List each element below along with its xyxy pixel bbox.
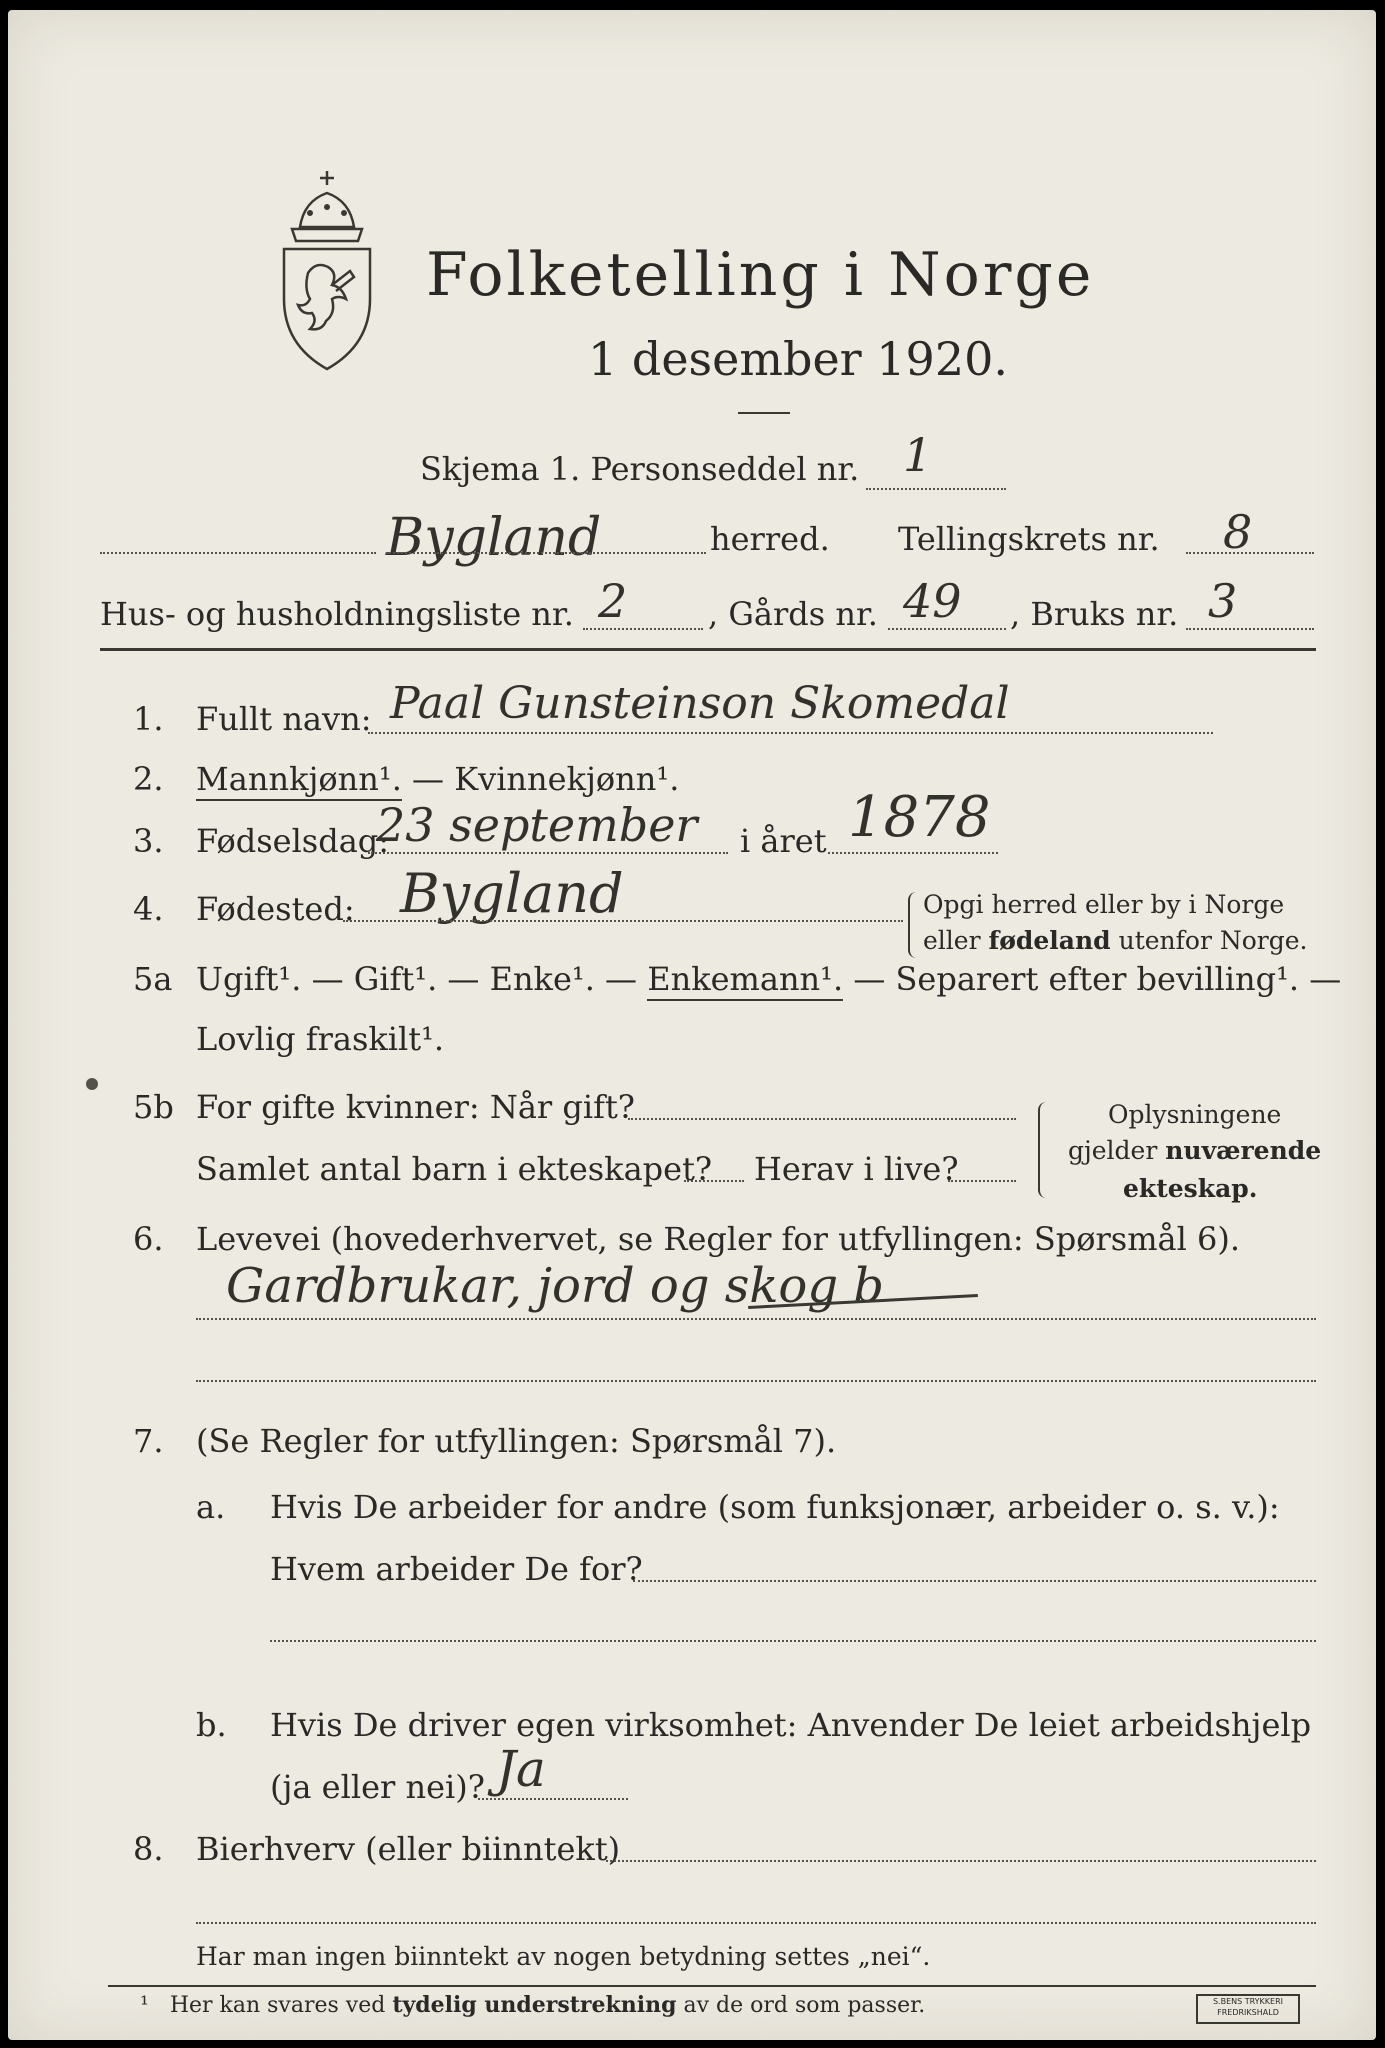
q7a-question: Hvis De arbeider for andre (som funksjonær, arbeider o. s. v.): [270, 1488, 1280, 1526]
employer-line-2 [270, 1640, 1316, 1642]
q5b-number: 5b [133, 1088, 174, 1126]
footnote-rule [108, 1985, 1316, 1987]
personseddel-line [866, 488, 1006, 490]
census-form-page [8, 10, 1376, 2040]
q8-number: 8. [133, 1830, 164, 1868]
children-alive-label: Herav i live? [754, 1150, 959, 1188]
q4-label: Fødested: [196, 890, 355, 928]
occupation-line-1 [196, 1318, 1316, 1320]
husholdningsliste-value: 2 [598, 574, 628, 628]
birthplace-note-line2: eller fødeland utenfor Norge. [923, 926, 1308, 955]
q3-label: Fødselsdag: [196, 822, 390, 860]
form-title: Folketelling i Norge [426, 240, 1095, 310]
birthplace-note-brace [908, 892, 918, 958]
birthdate-value: 23 september [376, 798, 698, 852]
occupation-value: Gardbrukar, jord og skog b [226, 1258, 885, 1314]
q7a-number: a. [196, 1488, 226, 1526]
herred-line [386, 552, 706, 554]
birth-year-value: 1878 [848, 785, 991, 850]
birth-year-label: i året [740, 822, 827, 860]
q1-label: Fullt navn: [196, 700, 372, 738]
employer-label: Hvem arbeider De for? [270, 1550, 643, 1588]
husholdningsliste-label: Hus- og husholdningsliste nr. [100, 595, 574, 633]
hired-help-label: (ja eller nei)? [270, 1768, 485, 1806]
male-option-underlined: Mannkjønn¹. [196, 760, 402, 801]
ink-spot [86, 1078, 98, 1090]
marriage-note-brace [1038, 1102, 1050, 1198]
divorced-option: Lovlig fraskilt¹. [196, 1020, 445, 1058]
full-name-line [368, 732, 1213, 734]
birthplace-note-line1: Opgi herred eller by i Norge [923, 890, 1285, 919]
title-divider [738, 412, 790, 414]
children-count-label: Samlet antal barn i ekteskapet? [196, 1150, 713, 1188]
q1-number: 1. [133, 700, 164, 738]
skjema-label: Skjema 1. Personseddel nr. [420, 450, 860, 488]
married-when-line [628, 1118, 1016, 1120]
birthdate-line [368, 852, 728, 854]
q6-number: 6. [133, 1220, 164, 1258]
q7b-question: Hvis De driver egen virksomhet: Anvender De leiet arbeidshjelp [270, 1706, 1312, 1744]
side-income-note: Har man ingen biinntekt av nogen betydning settes „nei“. [196, 1942, 931, 1971]
gards-value: 49 [903, 574, 962, 628]
gards-line [888, 628, 1006, 630]
widower-option-underlined: Enkemann¹. [647, 960, 843, 1001]
bruks-value: 3 [1208, 574, 1238, 628]
q2-number: 2. [133, 760, 164, 798]
footnote: ¹ Her kan svares ved tydelig understrekning av de ord som passer. [140, 1992, 926, 2018]
children-alive-line [948, 1180, 1016, 1182]
tellingskrets-label: Tellingskrets nr. [898, 520, 1160, 558]
norway-coat-of-arms-icon [270, 165, 384, 375]
husholdningsliste-line [583, 628, 703, 630]
gards-label: , Gårds nr. [708, 595, 878, 633]
tellingskrets-value: 8 [1223, 505, 1253, 559]
side-income-line-2 [196, 1922, 1316, 1924]
q7-number: 7. [133, 1422, 164, 1460]
side-income-label: Bierhverv (eller biinntekt) [196, 1830, 621, 1868]
hired-help-value: Ja [496, 1740, 546, 1798]
q2-options [196, 760, 679, 798]
q3-number: 3. [133, 822, 164, 860]
occupation-line-2 [196, 1380, 1316, 1382]
header-rule [100, 648, 1316, 651]
tellingskrets-line [1186, 552, 1314, 554]
herred-line-left [100, 552, 376, 554]
hired-help-line [478, 1798, 628, 1800]
employer-line [633, 1580, 1316, 1582]
side-income-line [606, 1860, 1316, 1862]
marriage-note-line1: Oplysningene [1108, 1100, 1282, 1129]
herred-value: Bygland [386, 508, 602, 568]
herred-label: herred. [710, 520, 830, 558]
married-when-label: For gifte kvinner: Når gift? [196, 1088, 635, 1126]
children-count-line [684, 1180, 744, 1182]
full-name-value: Paal Gunsteinson Skomedal [390, 678, 1010, 729]
q7-label: (Se Regler for utfyllingen: Spørsmål 7). [196, 1422, 837, 1460]
personseddel-number: 1 [903, 428, 933, 482]
q7b-number: b. [196, 1706, 227, 1744]
marital-status-options: Ugift¹. — Gift¹. — Enke¹. — Enkemann¹. — Separert efter bevilling¹. — [196, 960, 1341, 998]
birth-year-line [828, 852, 998, 854]
q5a-number: 5a [133, 960, 173, 998]
occupation-label: Levevei (hovederhvervet, se Regler for utfyllingen: Spørsmål 6). [196, 1220, 1241, 1258]
birthplace-value: Bygland [400, 862, 624, 925]
female-option: — Kvinnekjønn¹. [401, 760, 680, 798]
printer-stamp: S.BENS TRYKKERI FREDRIKSHALD [1196, 1994, 1300, 2024]
bruks-line [1186, 628, 1314, 630]
q4-number: 4. [133, 890, 164, 928]
census-date: 1 desember 1920. [588, 332, 1008, 386]
birthplace-line [343, 920, 903, 922]
marriage-note-line2: gjelder nuværende [1068, 1136, 1322, 1165]
bruks-label: , Bruks nr. [1010, 595, 1179, 633]
marriage-note-line3: ekteskap. [1123, 1174, 1258, 1203]
